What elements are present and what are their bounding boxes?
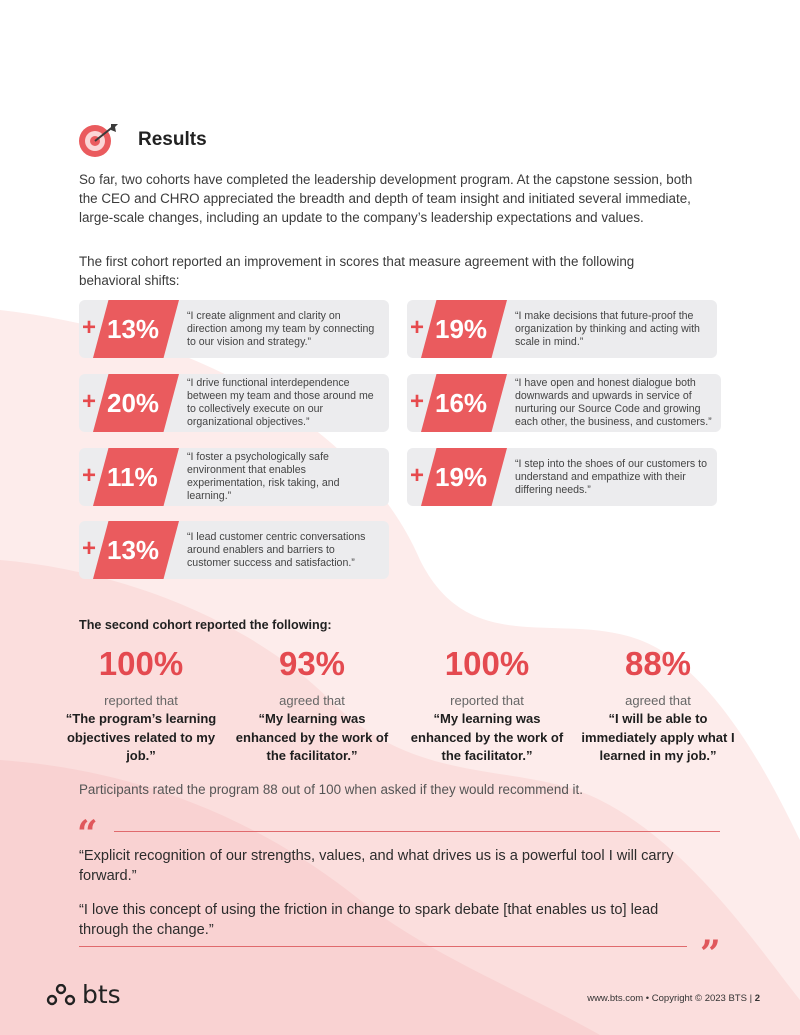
- plus-sign: +: [410, 462, 425, 489]
- stat-quote: “I foster a psychologically safe environment that enables experimentation, risk taking, and learning.”: [187, 451, 340, 502]
- stat-badge: [407, 300, 507, 358]
- plus-sign: +: [82, 462, 97, 489]
- stat-card: [79, 521, 389, 579]
- footer-text: www.bts.com • Copyright © 2023 BTS |: [587, 993, 755, 1004]
- plus-sign: +: [410, 388, 425, 415]
- target-icon: [78, 122, 120, 158]
- stat-quote: “I will be able to immediately apply what I learned in my job.”: [581, 711, 735, 763]
- stat-quote: “The program’s learning objectives related to my job.”: [65, 711, 217, 763]
- stat-quote: “I lead customer centric conversations around enablers and barriers to customer success and satisfaction.”: [187, 530, 366, 569]
- stat-quote: “I have open and honest dialogue both downwards and upwards in service of nurturing our Source Code and growing each other, the business, and customers.”: [515, 377, 712, 428]
- stat-value: 100%: [98, 645, 184, 682]
- stat-value: 16%: [435, 388, 488, 418]
- stat-value: 20%: [107, 388, 160, 418]
- divider: [114, 831, 720, 832]
- intro-paragraph: So far, two cohorts have completed the leadership development program. At the capstone session, both the CEO and CHRO appreciated the breadth and depth of team insight and initiated several immediate, large-scale changes, including an update to the company’s leadership expectations and values.: [79, 172, 693, 225]
- footer: [587, 993, 760, 1004]
- stat-value: 13%: [107, 535, 160, 565]
- second-cohort-stat: [227, 644, 397, 766]
- section-title: Results: [138, 129, 207, 150]
- stat-badge: [79, 448, 179, 506]
- divider: [79, 946, 687, 947]
- plus-sign: +: [82, 314, 97, 341]
- stat-quote: “My learning was enhanced by the work of the facilitator.”: [410, 711, 564, 763]
- results-header: [78, 122, 207, 158]
- stat-lead: reported that: [104, 693, 178, 708]
- stat-card: [407, 448, 717, 506]
- stat-quote: “My learning was enhanced by the work of the facilitator.”: [235, 711, 389, 763]
- stat-card: [79, 374, 389, 432]
- second-cohort-stat: [402, 644, 572, 766]
- close-quote-icon: ”: [700, 933, 721, 975]
- logo-text: bts: [82, 980, 121, 1009]
- stat-value: 13%: [107, 314, 160, 344]
- plus-sign: +: [410, 314, 425, 341]
- stat-lead: reported that: [450, 693, 524, 708]
- stat-card: [79, 300, 389, 358]
- stat-value: 100%: [444, 645, 530, 682]
- stat-quote: “I create alignment and clarity on direction among my team by connecting to our vision and strategy.”: [187, 309, 375, 348]
- stat-quote: “I make decisions that future-proof the organization by thinking and acting with scale in mind.”: [515, 309, 700, 348]
- stat-badge: [79, 521, 179, 579]
- open-quote-icon: “: [77, 813, 98, 855]
- plus-sign: +: [82, 388, 97, 415]
- stat-value: 88%: [624, 645, 692, 682]
- second-cohort-stat: [56, 644, 226, 766]
- stat-value: 19%: [435, 314, 488, 344]
- first-cohort-paragraph: The first cohort reported an improvement in scores that measure agreement with the following behavioral shifts:: [79, 254, 635, 288]
- logo-dots-icon: [46, 984, 76, 1006]
- testimonial-quote: “Explicit recognition of our strengths, values, and what drives us is a powerful tool I will carry forward.”: [79, 848, 674, 884]
- page-number: 2: [754, 993, 760, 1004]
- stat-card: [79, 448, 389, 506]
- plus-sign: +: [82, 535, 97, 562]
- testimonial-quote: “I love this concept of using the friction in change to spark debate [that enables us to] lead through the change.”: [79, 902, 659, 938]
- stat-lead: agreed that: [279, 693, 345, 708]
- stat-value: 93%: [278, 645, 346, 682]
- stat-value: 19%: [435, 462, 488, 492]
- rating-text: Participants rated the program 88 out of 100 when asked if they would recommend it.: [79, 782, 583, 797]
- stat-badge: [407, 448, 507, 506]
- stat-badge: [407, 374, 507, 432]
- stat-quote: “I drive functional interdependence between my team and those around me to collectively execute on our organizational objectives.”: [187, 377, 374, 428]
- stat-quote: “I step into the shoes of our customers to understand and empathize with their differing needs.”: [515, 457, 707, 496]
- stat-badge: [79, 374, 179, 432]
- second-cohort-title: The second cohort reported the following:: [79, 618, 332, 632]
- bts-logo: [46, 982, 121, 1008]
- stat-lead: agreed that: [625, 693, 691, 708]
- stat-card: [407, 300, 717, 358]
- stat-badge: [79, 300, 179, 358]
- stat-card: [407, 374, 721, 432]
- stat-value: 11%: [107, 462, 158, 492]
- second-cohort-stat: [573, 644, 743, 766]
